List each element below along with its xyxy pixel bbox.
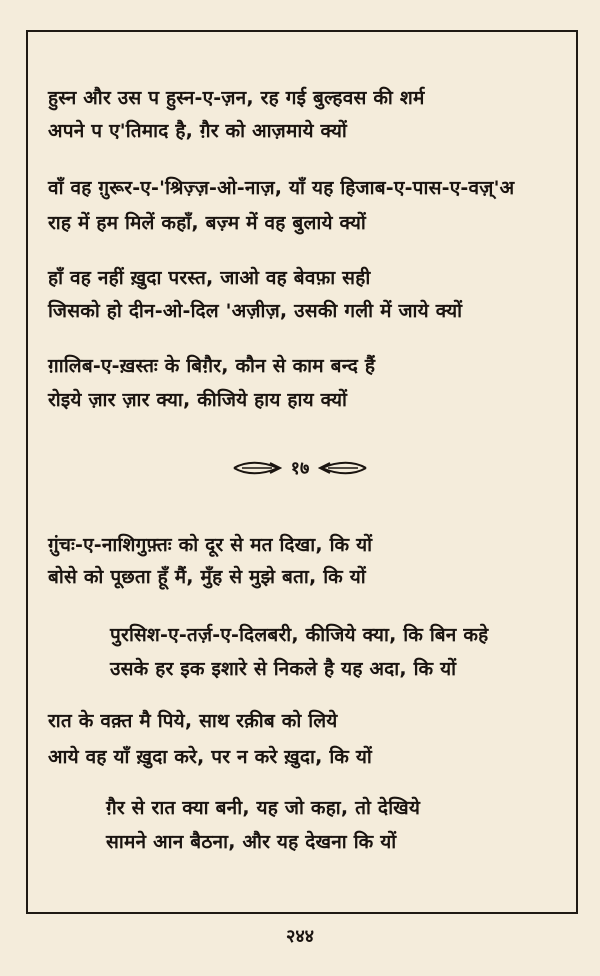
verse-line: जिसको हो दीन-ओ-दिल 'अज़ीज़, उसकी गली में जाये क्यों bbox=[48, 300, 463, 322]
verse-line: वाँ वह ग़ुरूर-ए-'श्रिज़्ज़-ओ-नाज़, याँ यह हिजाब-ए-पास-ए-वज़्'अ bbox=[48, 177, 515, 199]
poem-number: १७ bbox=[290, 458, 310, 479]
verse-line: राह में हम मिलें कहाँ, बज़्म में वह बुलाये क्यों bbox=[48, 212, 366, 234]
verse-line: पुरसिश-ए-तर्ज़-ए-दिलबरी, कीजिये क्या, कि बिन कहे bbox=[110, 624, 489, 646]
verse-line: ग़ालिब-ए-ख़स्तः के बिग़ैर, कौन से काम बन्द हैं bbox=[48, 355, 376, 377]
verse-line: अपने प ए'तिमाद है, ग़ैर को आज़माये क्यों bbox=[48, 120, 348, 142]
verse-line: सामने आन बैठना, और यह देखना कि यों bbox=[106, 831, 397, 853]
verse-line: रात के वक़्त मै पिये, साथ रक़ीब को लिये bbox=[48, 710, 338, 732]
verse-line: हाँ वह नहीं ख़ुदा परस्त, जाओ वह बेवफ़ा सही bbox=[48, 267, 371, 289]
verse-line: हुस्न और उस प हुस्न-ए-ज़न, रह गई बुल्हवस की शर्म bbox=[48, 87, 425, 109]
left-flourish-icon bbox=[232, 458, 282, 478]
verse-line: ग़ैर से रात क्या बनी, यह जो कहा, तो देखिये bbox=[106, 797, 421, 819]
verse-line: आये वह याँ ख़ुदा करे, पर न करे ख़ुदा, कि यों bbox=[48, 746, 373, 768]
section-divider bbox=[0, 456, 600, 486]
verse-line: रोइये ज़ार ज़ार क्या, कीजिये हाय हाय क्यों bbox=[48, 389, 348, 411]
verse-line: ग़ुंचः-ए-नाशिगुफ़्तः को दूर से मत दिखा, कि यों bbox=[48, 534, 373, 556]
verse-line: बोसे को पूछता हूँ मैं, मुँह से मुझे बता, कि यों bbox=[48, 566, 366, 588]
page-number: २४४ bbox=[285, 926, 315, 947]
verse-line: उसके हर इक इशारे से निकले है यह अदा, कि यों bbox=[110, 658, 457, 680]
right-flourish-icon bbox=[318, 458, 368, 478]
